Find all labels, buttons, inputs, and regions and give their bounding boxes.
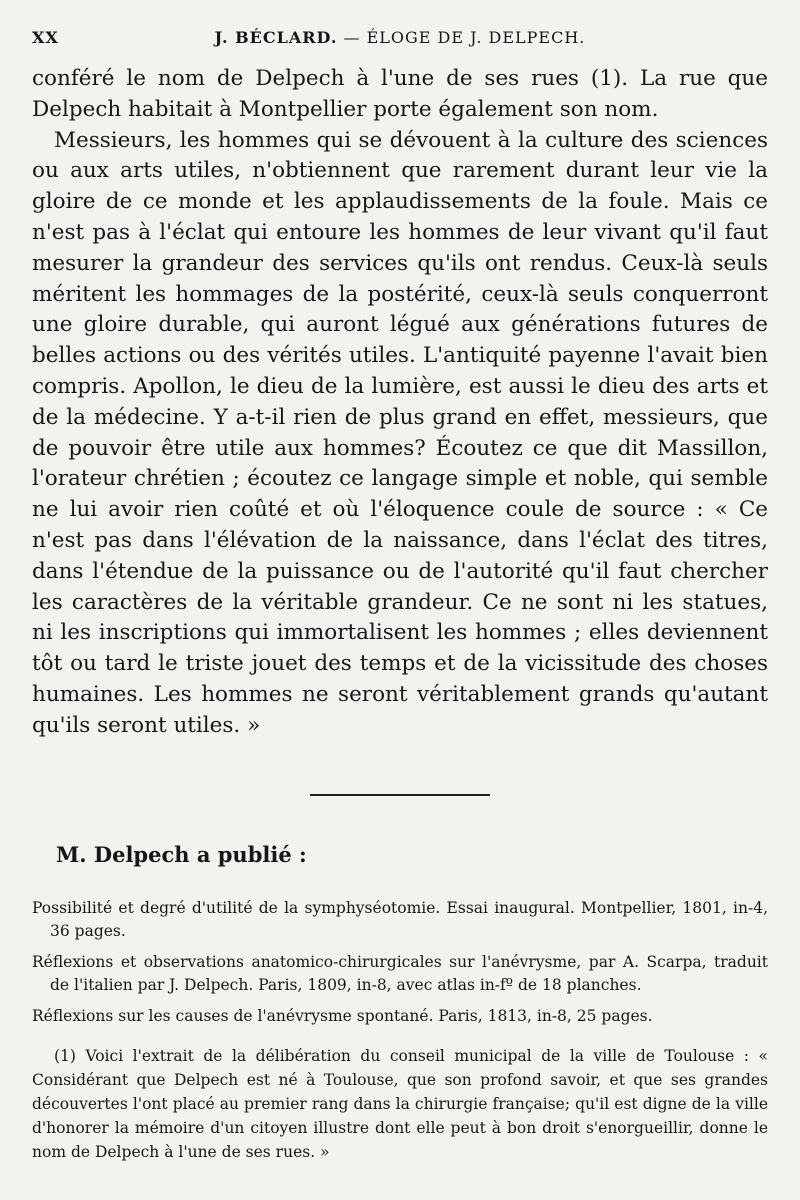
footnote <box>32 1044 768 1164</box>
publication-item: Possibilité et degré d'utilité de la symphyséotomie. Essai inaugural. Montpellier, 1801, in-4, 36 pages. <box>32 898 768 940</box>
running-header <box>32 22 768 52</box>
publication-item: Réflexions sur les causes de l'anévrysme spontané. Paris, 1813, in-8, 25 pages. <box>32 1006 653 1025</box>
section-divider <box>310 794 490 796</box>
page-number: XX <box>32 28 59 47</box>
body-paragraph: conféré le nom de Delpech à l'une de ses rues (1). La rue que Delpech habitait à Montpellier porte également son nom. <box>32 66 768 122</box>
publications-heading: M. Delpech a publié : <box>56 841 307 867</box>
document-page <box>32 22 768 1164</box>
publications-list <box>32 897 768 1028</box>
header-author: J. BÉCLARD. <box>214 28 338 47</box>
body-text <box>32 64 768 742</box>
publication-item: Réflexions et observations anatomico-chirurgicales sur l'anévrysme, par A. Scarpa, traduit de l'italien par J. Delpech. Paris, 1809, in-8, avec atlas in-fº de 18 planches. <box>32 952 768 994</box>
running-title <box>32 28 768 47</box>
body-paragraph: Messieurs, les hommes qui se dévouent à la culture des sciences ou aux arts utiles, n'obtiennent que rarement durant leur vie la gloire de ce monde et les applaudissements de la foule. Mais ce n'est pas à l'éclat qui entoure les hommes de leur vivant qu'il faut mesurer la grandeur des services qu'ils ont rendus. Ceux-là seuls méritent les hommages de la postérité, ceux-là seuls conquerront une gloire durable, qui auront légué aux générations futures de belles actions ou des vérités utiles. L'antiquité payenne l'avait bien compris. Apollon, le dieu de la lumière, est aussi le dieu des arts et de la médecine. Y a-t-il rien de plus grand en effet, messieurs, que de pouvoir être utile aux hommes? Écoutez ce que dit Massillon, l'orateur chrétien ; écoutez ce langage simple et noble, qui semble ne lui avoir rien coûté et où l'éloquence coule de source : « Ce n'est pas dans l'élévation de la naissance, dans l'éclat des titres, dans l'étendue de la puissance ou de l'autorité qu'il faut chercher les caractères de la véritable grandeur. Ce ne sont ni les statues, ni les inscriptions qui immortalisent les hommes ; elles deviennent tôt ou tard le triste jouet des temps et de la vicissitude des choses humaines. Les hommes ne seront véritablement grands qu'autant qu'ils seront utiles. » <box>32 127 768 738</box>
header-title: — ÉLOGE DE J. DELPECH. <box>343 28 586 47</box>
footnote-text: (1) Voici l'extrait de la délibération du conseil municipal de la ville de Toulouse : « Considérant que Delpech est né à Toulouse, que son profond savoir, et que ses grandes découvertes l'ont placé au premier rang dans la chirurgie française; qu'il est digne de la ville d'honorer la mémoire d'un citoyen illustre dont elle peut à bon droit s'enorgueillir, donne le nom de Delpech à l'une de ses rues. » <box>32 1046 768 1161</box>
